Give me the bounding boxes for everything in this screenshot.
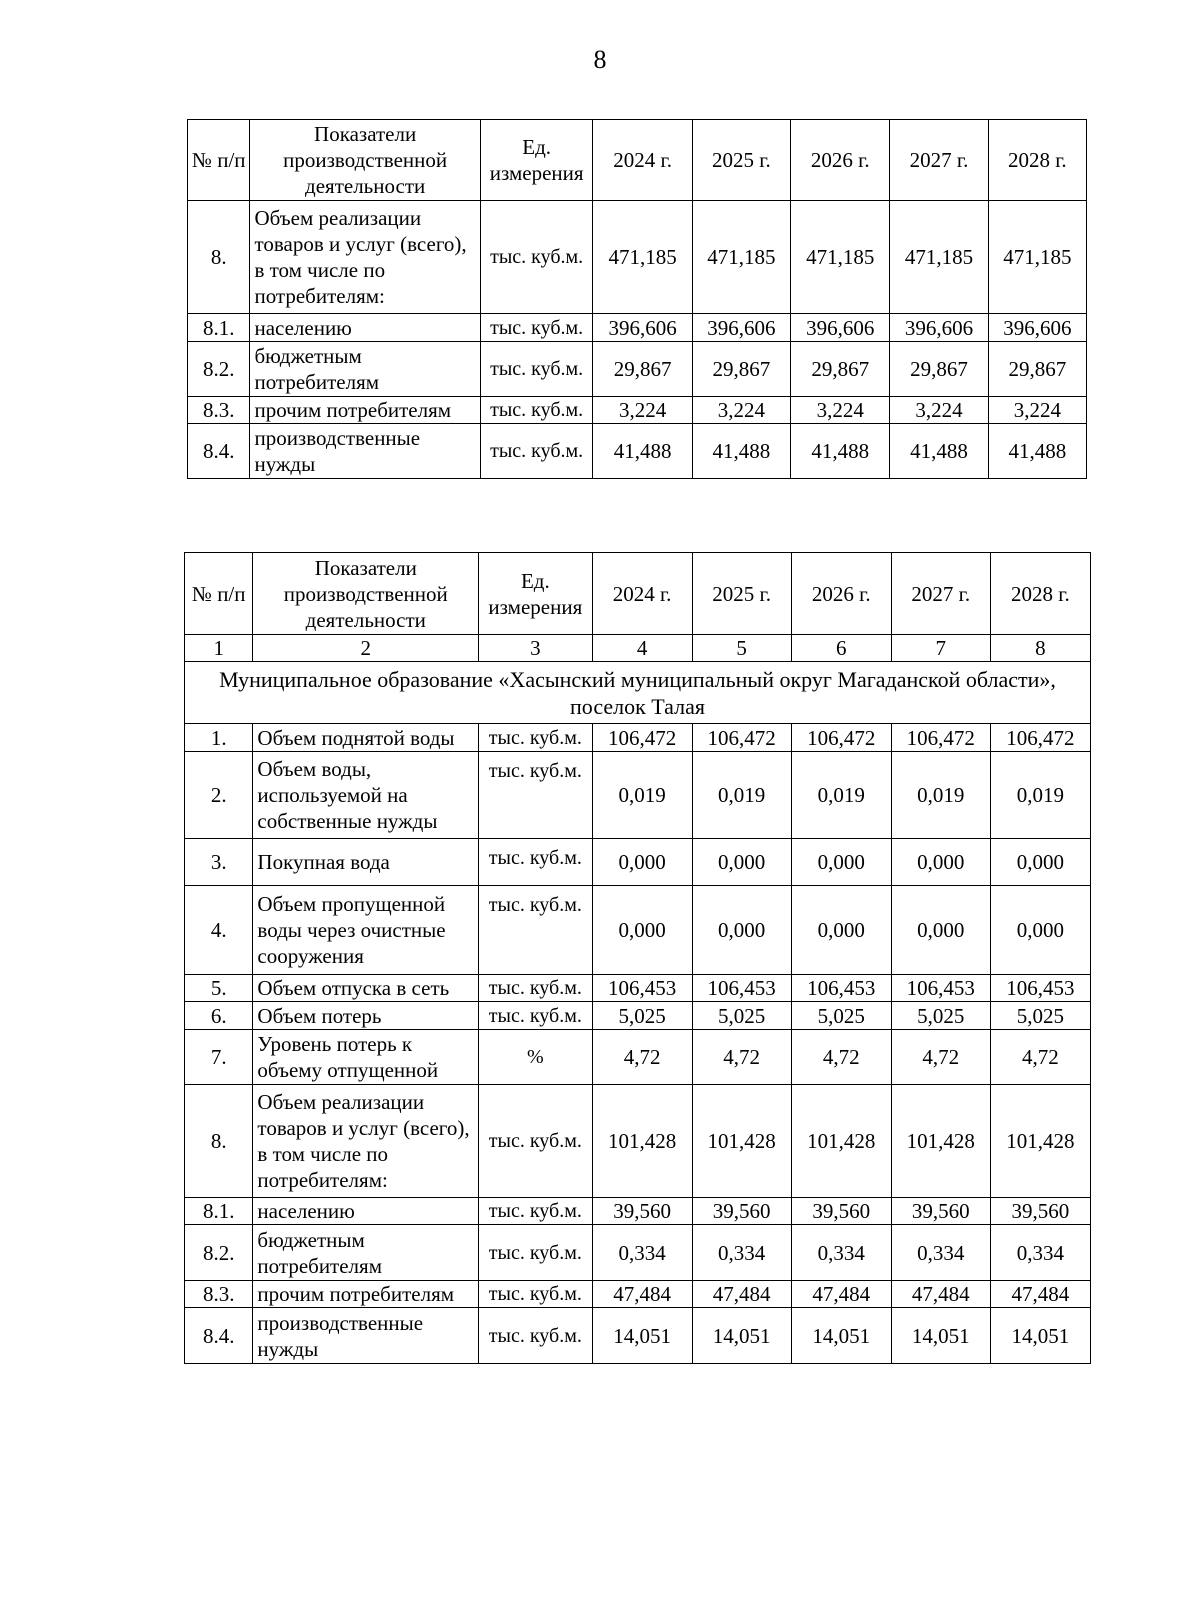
value-2025: 0,019 bbox=[692, 752, 791, 839]
row-unit: тыс. куб.м. bbox=[480, 342, 593, 397]
value-2026: 41,488 bbox=[791, 424, 890, 479]
row-number: 6. bbox=[185, 1002, 253, 1030]
value-2028: 106,453 bbox=[990, 975, 1090, 1002]
value-2026: 29,867 bbox=[791, 342, 890, 397]
value-2025: 3,224 bbox=[692, 397, 790, 424]
row-indicator: бюджетным потребителям bbox=[253, 1225, 479, 1281]
row-unit: тыс. куб.м. bbox=[479, 752, 592, 839]
value-2025: 471,185 bbox=[692, 201, 790, 314]
column-number: 2 bbox=[253, 635, 479, 662]
column-number-row bbox=[185, 635, 1091, 662]
value-2024: 39,560 bbox=[592, 1198, 692, 1225]
value-2026: 5,025 bbox=[791, 1002, 891, 1030]
row-unit: тыс. куб.м. bbox=[479, 1198, 592, 1225]
table-row bbox=[185, 724, 1091, 752]
row-unit: тыс. куб.м. bbox=[480, 314, 593, 342]
value-2026: 106,453 bbox=[791, 975, 891, 1002]
value-2025: 41,488 bbox=[692, 424, 790, 479]
value-2024: 396,606 bbox=[593, 314, 692, 342]
value-2028: 0,000 bbox=[990, 886, 1090, 975]
value-2025: 5,025 bbox=[692, 1002, 791, 1030]
value-2025: 29,867 bbox=[692, 342, 790, 397]
header-cell-number: № п/п bbox=[185, 553, 253, 635]
column-number: 3 bbox=[479, 635, 592, 662]
value-2024: 14,051 bbox=[592, 1308, 692, 1364]
row-indicator: Объем воды, используемой на собственные нужды bbox=[253, 752, 479, 839]
row-unit: тыс. куб.м. bbox=[480, 424, 593, 479]
row-unit: тыс. куб.м. bbox=[479, 1225, 592, 1281]
row-indicator: Объем потерь bbox=[253, 1002, 479, 1030]
table-row bbox=[185, 1085, 1091, 1198]
value-2026: 396,606 bbox=[791, 314, 890, 342]
value-2027: 471,185 bbox=[890, 201, 988, 314]
value-2024: 101,428 bbox=[592, 1085, 692, 1198]
row-unit: тыс. куб.м. bbox=[479, 886, 592, 975]
row-indicator: бюджетным потребителям bbox=[250, 342, 480, 397]
row-indicator: населению bbox=[250, 314, 480, 342]
value-2025: 47,484 bbox=[692, 1281, 791, 1308]
header-cell-year-2028: 2028 г. bbox=[990, 553, 1090, 635]
value-2028: 106,472 bbox=[990, 724, 1090, 752]
production-indicators-table-talaya bbox=[184, 552, 1091, 1364]
value-2028: 41,488 bbox=[988, 424, 1086, 479]
row-indicator: Объем пропущенной воды через очистные сооружения bbox=[253, 886, 479, 975]
row-unit: тыс. куб.м. bbox=[479, 1002, 592, 1030]
value-2026: 0,000 bbox=[791, 886, 891, 975]
value-2024: 4,72 bbox=[592, 1030, 692, 1085]
header-cell-unit: Ед. измерения bbox=[479, 553, 592, 635]
section-title: Муниципальное образование «Хасынский муниципальный округ Магаданской области», поселок Талая bbox=[185, 662, 1091, 724]
value-2027: 4,72 bbox=[891, 1030, 990, 1085]
value-2028: 0,019 bbox=[990, 752, 1090, 839]
row-number: 8. bbox=[185, 1085, 253, 1198]
row-number: 8.2. bbox=[188, 342, 250, 397]
column-number: 1 bbox=[185, 635, 253, 662]
row-indicator: Покупная вода bbox=[253, 839, 479, 886]
value-2026: 14,051 bbox=[791, 1308, 891, 1364]
value-2024: 0,000 bbox=[592, 839, 692, 886]
header-cell-year-2028: 2028 г. bbox=[988, 120, 1086, 201]
value-2027: 41,488 bbox=[890, 424, 988, 479]
table-row bbox=[185, 839, 1091, 886]
value-2024: 471,185 bbox=[593, 201, 692, 314]
value-2027: 29,867 bbox=[890, 342, 988, 397]
row-indicator: производственные нужды bbox=[253, 1308, 479, 1364]
row-indicator: Объем отпуска в сеть bbox=[253, 975, 479, 1002]
value-2026: 106,472 bbox=[791, 724, 891, 752]
value-2027: 0,019 bbox=[891, 752, 990, 839]
header-cell-year-2025: 2025 г. bbox=[692, 553, 791, 635]
header-cell-year-2026: 2026 г. bbox=[791, 120, 890, 201]
table-row bbox=[188, 397, 1087, 424]
row-indicator: прочим потребителям bbox=[250, 397, 480, 424]
row-unit: тыс. куб.м. bbox=[480, 397, 593, 424]
value-2024: 47,484 bbox=[592, 1281, 692, 1308]
column-number: 6 bbox=[791, 635, 891, 662]
row-number: 8.2. bbox=[185, 1225, 253, 1281]
row-indicator: населению bbox=[253, 1198, 479, 1225]
value-2026: 101,428 bbox=[791, 1085, 891, 1198]
table-row bbox=[185, 886, 1091, 975]
value-2027: 3,224 bbox=[890, 397, 988, 424]
header-cell-year-2024: 2024 г. bbox=[592, 553, 692, 635]
value-2027: 106,453 bbox=[891, 975, 990, 1002]
row-number: 5. bbox=[185, 975, 253, 1002]
value-2026: 0,000 bbox=[791, 839, 891, 886]
value-2026: 47,484 bbox=[791, 1281, 891, 1308]
row-number: 2. bbox=[185, 752, 253, 839]
table-row bbox=[185, 1225, 1091, 1281]
value-2025: 0,000 bbox=[692, 839, 791, 886]
column-number: 4 bbox=[592, 635, 692, 662]
value-2027: 5,025 bbox=[891, 1002, 990, 1030]
row-number: 8.1. bbox=[188, 314, 250, 342]
value-2028: 0,000 bbox=[990, 839, 1090, 886]
value-2024: 5,025 bbox=[592, 1002, 692, 1030]
column-number: 7 bbox=[891, 635, 990, 662]
value-2025: 106,472 bbox=[692, 724, 791, 752]
section-title-row bbox=[185, 662, 1091, 724]
row-number: 8. bbox=[188, 201, 250, 314]
value-2026: 471,185 bbox=[791, 201, 890, 314]
value-2025: 101,428 bbox=[692, 1085, 791, 1198]
row-unit: тыс. куб.м. bbox=[479, 724, 592, 752]
table-header-row bbox=[188, 120, 1087, 201]
header-cell-year-2025: 2025 г. bbox=[692, 120, 790, 201]
value-2027: 0,000 bbox=[891, 886, 990, 975]
value-2025: 0,000 bbox=[692, 886, 791, 975]
page-number: 8 bbox=[593, 45, 607, 74]
value-2027: 47,484 bbox=[891, 1281, 990, 1308]
row-indicator: производственные нужды bbox=[250, 424, 480, 479]
row-indicator: Объем реализации товаров и услуг (всего), в том числе по потребителям: bbox=[253, 1085, 479, 1198]
table-row bbox=[185, 1308, 1091, 1364]
value-2027: 0,000 bbox=[891, 839, 990, 886]
value-2028: 3,224 bbox=[988, 397, 1086, 424]
value-2026: 39,560 bbox=[791, 1198, 891, 1225]
row-indicator: Объем поднятой воды bbox=[253, 724, 479, 752]
header-cell-year-2024: 2024 г. bbox=[593, 120, 692, 201]
value-2026: 0,019 bbox=[791, 752, 891, 839]
value-2025: 396,606 bbox=[692, 314, 790, 342]
value-2028: 14,051 bbox=[990, 1308, 1090, 1364]
row-indicator: прочим потребителям bbox=[253, 1281, 479, 1308]
row-number: 8.3. bbox=[185, 1281, 253, 1308]
value-2028: 5,025 bbox=[990, 1002, 1090, 1030]
value-2026: 3,224 bbox=[791, 397, 890, 424]
value-2025: 39,560 bbox=[692, 1198, 791, 1225]
table-row bbox=[185, 1198, 1091, 1225]
row-unit: тыс. куб.м. bbox=[479, 1308, 592, 1364]
table-row bbox=[188, 201, 1087, 314]
header-cell-year-2027: 2027 г. bbox=[890, 120, 988, 201]
value-2025: 0,334 bbox=[692, 1225, 791, 1281]
row-unit: тыс. куб.м. bbox=[479, 975, 592, 1002]
row-number: 8.3. bbox=[188, 397, 250, 424]
table-row bbox=[185, 975, 1091, 1002]
table-row bbox=[185, 1002, 1091, 1030]
value-2024: 0,334 bbox=[592, 1225, 692, 1281]
row-indicator: Объем реализации товаров и услуг (всего), в том числе по потребителям: bbox=[250, 201, 480, 314]
header-cell-indicator: Показатели производственной деятельности bbox=[253, 553, 479, 635]
value-2028: 4,72 bbox=[990, 1030, 1090, 1085]
value-2027: 0,334 bbox=[891, 1225, 990, 1281]
value-2028: 101,428 bbox=[990, 1085, 1090, 1198]
value-2028: 0,334 bbox=[990, 1225, 1090, 1281]
table-row bbox=[185, 1281, 1091, 1308]
row-indicator: Уровень потерь к объему отпущенной bbox=[253, 1030, 479, 1085]
header-cell-indicator: Показатели производственной деятельности bbox=[250, 120, 480, 201]
value-2024: 3,224 bbox=[593, 397, 692, 424]
header-cell-year-2026: 2026 г. bbox=[791, 553, 891, 635]
row-unit: тыс. куб.м. bbox=[479, 839, 592, 886]
value-2027: 39,560 bbox=[891, 1198, 990, 1225]
row-number: 1. bbox=[185, 724, 253, 752]
value-2024: 106,472 bbox=[592, 724, 692, 752]
table-row bbox=[188, 342, 1087, 397]
row-number: 4. bbox=[185, 886, 253, 975]
row-unit: тыс. куб.м. bbox=[479, 1085, 592, 1198]
value-2026: 4,72 bbox=[791, 1030, 891, 1085]
table-row bbox=[185, 1030, 1091, 1085]
table-row bbox=[185, 752, 1091, 839]
value-2027: 101,428 bbox=[891, 1085, 990, 1198]
production-indicators-table-continued bbox=[187, 119, 1087, 479]
value-2024: 106,453 bbox=[592, 975, 692, 1002]
value-2027: 106,472 bbox=[891, 724, 990, 752]
row-number: 8.4. bbox=[185, 1308, 253, 1364]
value-2028: 39,560 bbox=[990, 1198, 1090, 1225]
value-2028: 47,484 bbox=[990, 1281, 1090, 1308]
value-2024: 0,019 bbox=[592, 752, 692, 839]
row-number: 8.1. bbox=[185, 1198, 253, 1225]
row-unit: тыс. куб.м. bbox=[480, 201, 593, 314]
value-2025: 4,72 bbox=[692, 1030, 791, 1085]
row-unit: тыс. куб.м. bbox=[479, 1281, 592, 1308]
table-row bbox=[188, 424, 1087, 479]
value-2025: 106,453 bbox=[692, 975, 791, 1002]
value-2028: 29,867 bbox=[988, 342, 1086, 397]
value-2027: 14,051 bbox=[891, 1308, 990, 1364]
row-number: 8.4. bbox=[188, 424, 250, 479]
column-number: 5 bbox=[692, 635, 791, 662]
value-2027: 396,606 bbox=[890, 314, 988, 342]
value-2026: 0,334 bbox=[791, 1225, 891, 1281]
value-2028: 396,606 bbox=[988, 314, 1086, 342]
header-cell-number: № п/п bbox=[188, 120, 250, 201]
row-number: 3. bbox=[185, 839, 253, 886]
value-2025: 14,051 bbox=[692, 1308, 791, 1364]
header-cell-unit: Ед. измерения bbox=[480, 120, 593, 201]
row-number: 7. bbox=[185, 1030, 253, 1085]
value-2024: 41,488 bbox=[593, 424, 692, 479]
row-unit: % bbox=[479, 1030, 592, 1085]
value-2028: 471,185 bbox=[988, 201, 1086, 314]
table-header-row bbox=[185, 553, 1091, 635]
value-2024: 29,867 bbox=[593, 342, 692, 397]
table-row bbox=[188, 314, 1087, 342]
value-2024: 0,000 bbox=[592, 886, 692, 975]
column-number: 8 bbox=[990, 635, 1090, 662]
header-cell-year-2027: 2027 г. bbox=[891, 553, 990, 635]
